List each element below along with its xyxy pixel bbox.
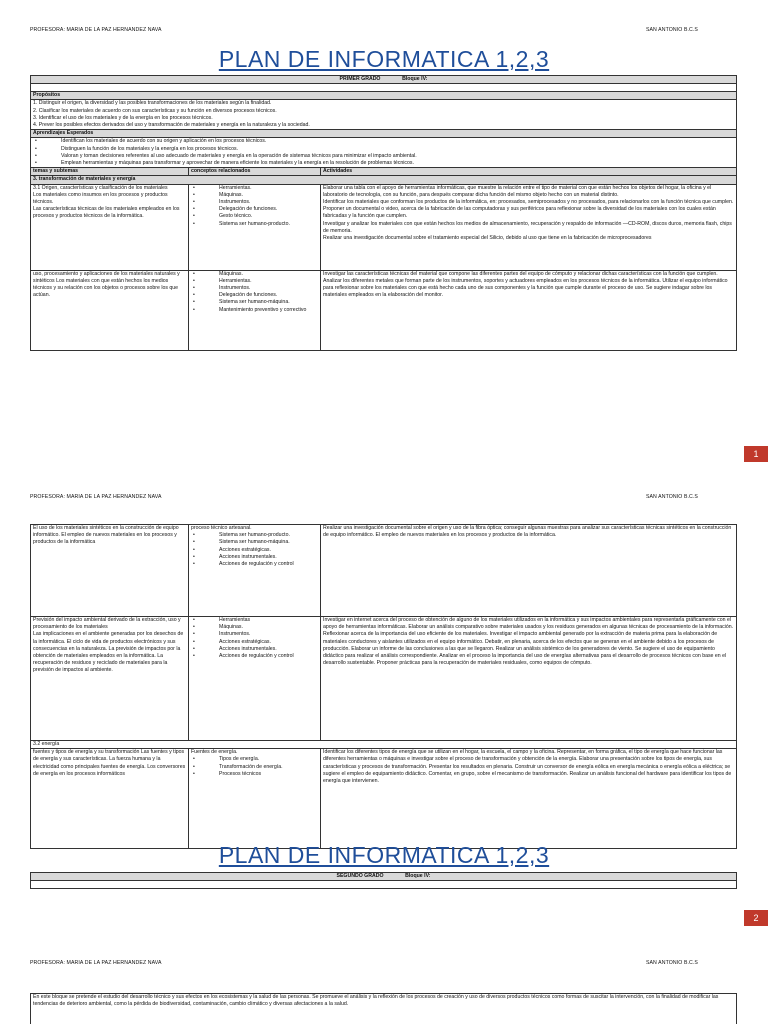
tema-cell: Previsión del impacto ambiental derivado de la extracción, uso y procesamiento de los materiales Las implicaciones en el ambiente generadas por los desechos de la informática. El ciclo de vida de productos electrónicos y sus consecuencias en la naturaleza. La previsión de impactos por la obtención de materiales empleados en la informática. La recuperación de residuos y reciclado de materiales para la previsión de impactos al ambiente. <box>31 617 189 741</box>
grade-row: SEGUNDO GRADO Bloque IV: <box>31 873 737 881</box>
school-location: SAN ANTONIO B.C.S <box>645 27 698 33</box>
table-row <box>31 270 737 350</box>
aprendizajes-list: • Identifican los materiales de acuerdo con su origen y aplicación en los procesos técnicos. • Distinguen la función de los materiales y la energía en los procesos técnicos. • Valoran y toman decisiones referentes al uso adecuado de materiales y energía en la operación de sistemas técnicos para minimizar el impacto ambiental. • Emplean herramientas y máquinas para transformar y aprovechar de manera eficiente los materiales y la energía en la resolución de problemas técnicos. <box>31 138 737 168</box>
actividades-cell: Realizar una investigación documental sobre el origen y uso de la fibra óptica; conseguir algunas muestras para analizar sus características técnicas sintéticos en la construcción de equipo informático. El empleo de nuevos materiales en los procesos y productos de la informática. <box>321 525 737 617</box>
page-number: 1 <box>744 446 768 462</box>
actividades-cell: Identificar los diferentes tipos de energía que se utilizan en el hogar, la escuela, el campo y la oficina. Representar, en forma gráfica, el tipo de energía que hace funcionar las diferentes herramientas o máquinas e investigar sobre el proceso de transformación y obtención de la energía. Elaborar una presentación sobre los tipos de energía, sus características y procesos de transformación. Presentar los resultados en plenaria. Construir un conversor de energía eólica en energía mecánica o energía eólica a eléctrica; se sugiere el empleo de equipamiento didáctico. Comentar, en grupo, sobre el mecanismo de transformación. Realizar un análisis funcional del hardware para identificar los tipos de energía que intervienen. <box>321 749 737 849</box>
grade-row: PRIMER GRADO Bloque IV: <box>31 76 737 84</box>
actividades-cell: Investigar en internet acerca del proceso de obtención de alguno de los materiales utilizados en la informática y sus impactos ambientales para representarla gráficamente con el apoyo de herramientas informáticas. Elaborar un análisis comparativo sobre materiales usados y los residuos generados en algunas técnicas de procesamiento de la información. Reflexionar acerca de la importancia del uso eficiente de los materiales. Investigar el impacto ambiental generado por la extracción de materia prima para la elaboración de materiales conductores y aislantes utilizados en el equipo informático. Debatir, en plenaria, acerca de los efectos que se generan en el ambiente debido a los procesos de producción. Elaborar un informe de las conclusiones a las que se llegaron. Realizar un análisis sistémico de los generadores de viento. Se sugiere el uso de equipamiento didáctico para realizar el análisis correspondiente. Analizar en el proceso la importancia del uso de energías alternativas para el desarrollo de procesos técnicos con base en el desarrollo sustentable. Proponer prácticas para la recuperación de materiales residuales, como equipos de cómputo. <box>321 617 737 741</box>
tema-cell: uso, procesamiento y aplicaciones de los materiales naturales y sintéticos Los materiales con que están hechos los medios técnicos y su relación con los objetos o procesos sobre los que actúan. <box>31 270 189 350</box>
column-header-actividades: Actividades <box>321 168 737 176</box>
table-row <box>31 749 737 849</box>
intro-table <box>30 993 737 1024</box>
page-number: 2 <box>744 910 768 926</box>
page-title: PLAN DE INFORMATICA 1,2,3 <box>218 842 550 868</box>
teacher-name: PROFESORA: MARIA DE LA PAZ HERNANDEZ NAVA <box>30 27 162 33</box>
section-title: 3. transformación de materiales y energía <box>31 176 737 184</box>
plan-table-continued <box>30 524 737 849</box>
conceptos-cell: Fuentes de energía. • Tipos de energía. • Transformación de energía. • Procesos técnicos <box>189 749 321 849</box>
page-title: PLAN DE INFORMATICA 1,2,3 <box>218 46 550 72</box>
plan-table-grade-2 <box>30 872 737 889</box>
conceptos-cell: • Máquinas. • Herramientas. • Instrumentos. • Delegación de funciones. • Sistema ser humano-máquina. • Mantenimiento preventivo y correctivo <box>189 270 321 350</box>
propositos-label: Propósitos <box>31 92 737 100</box>
column-header-conceptos: conceptos relacionados <box>189 168 321 176</box>
actividades-cell: Elaborar una tabla con el apoyo de herramientas informáticas, que muestre la relación entre el tipo de material con que están hechos los objetos del hogar, la oficina y el laboratorio de tecnología, con su función, para después comparar dicha función del mismo objeto hecho con un material distinto. Identificar los materiales que conforman los productos de la informática, en: procesados, semiprocesados y no procesados, para relacionarlos con la función técnica que cumplen. Proponer un documental o video, acerca de la fabricación de las computadoras y sus periféricos para reflexionar sobre la diversidad de los materiales con los cuales están fabricadas y la función que cumplen. Investigar y analizar los materiales con que están hechos los medios de almacenamiento, recuperación y respaldo de información —CD-ROM, discos duros, memoria flash, chips de memoria. Realizar una investigación documental sobre el tratamiento especial del Silicio, debido al uso que tiene en la fabricación de microprocesadores <box>321 184 737 270</box>
intro-paragraph: En este bloque se pretende el estudio del desarrollo técnico y sus efectos en los ecosistemas y la salud de las personas. Se promueve el análisis y la reflexión de los procesos de creación y uso de diversos productos técnicos como formas de suscitar la intervención, con la finalidad de modificar las tendencias de deterioro ambiental, como la pérdida de biodiversidad, contaminación, cambio climático y diversas afectaciones a la salud. <box>31 994 737 1024</box>
propositos-list: 1. Distinguir el origen, la diversidad y las posibles transformaciones de los materiales según la finalidad. 2. Clasificar los materiales de acuerdo con sus características y su función en diversos procesos técnicos. 3. Identificar el uso de los materiales y de la energía en los procesos técnicos. 4. Prever los posibles efectos derivados del uso y transformación de materiales y energía en la naturaleza y la sociedad. <box>31 100 737 130</box>
table-row <box>31 525 737 617</box>
table-row <box>31 184 737 270</box>
plan-table-grade-1 <box>30 75 737 351</box>
conceptos-cell: • Herramientas. • Máquinas. • Instrumentos. • Delegación de funciones. • Gesto técnico. • Sistema ser humano-producto. <box>189 184 321 270</box>
table-row <box>31 617 737 741</box>
aprendizajes-label: Aprendizajes Esperados <box>31 130 737 138</box>
tema-cell: 3.1 Origen, características y clasificación de los materiales Los materiales como insumos en los procesos y productos técnicos. Las características técnicas de los materiales empleados en los procesos y productos técnicos de la informática. <box>31 184 189 270</box>
tema-cell: El uso de los materiales sintéticos en la construcción de equipo informático. El empleo de nuevos materiales en los procesos y productos de la informática <box>31 525 189 617</box>
actividades-cell: Investigar las características técnicas del material que compone las diferentes partes del equipo de cómputo y relacionar dichas características con la función que cumplen. Analizar los diferentes metales que forman parte de los instrumentos, soportes y actuadores empleados en los procesos técnicos de la informática. Utilizar el equipo informático para reflexionar sobre los materiales con que está hecho cada uno de sus componentes y la función que cumple durante el proceso de uso. Se sugiere indagar sobre los materiales empleados en la elaboración del monitor. <box>321 270 737 350</box>
section-title: 3.2 energía <box>31 741 737 749</box>
conceptos-cell: proceso técnico artesanal. • Sistema ser humano-producto. • Sistema ser humano-máquina. • Acciones estratégicas. • Acciones instrumentales. • Acciones de regulación y control <box>189 525 321 617</box>
column-header-temas: temas y subtemas <box>31 168 189 176</box>
conceptos-cell: • Herramientas • Máquinas. • Instrumentos. • Acciones estratégicas. • Acciones instrumentales. • Acciones de regulación y control <box>189 617 321 741</box>
tema-cell: fuentes y tipos de energía y su transformación Las fuentes y tipos de energía y sus características. La fuerza humana y la electricidad como principales fuentes de energía. Los conversores de energía en los procesos informáticos <box>31 749 189 849</box>
